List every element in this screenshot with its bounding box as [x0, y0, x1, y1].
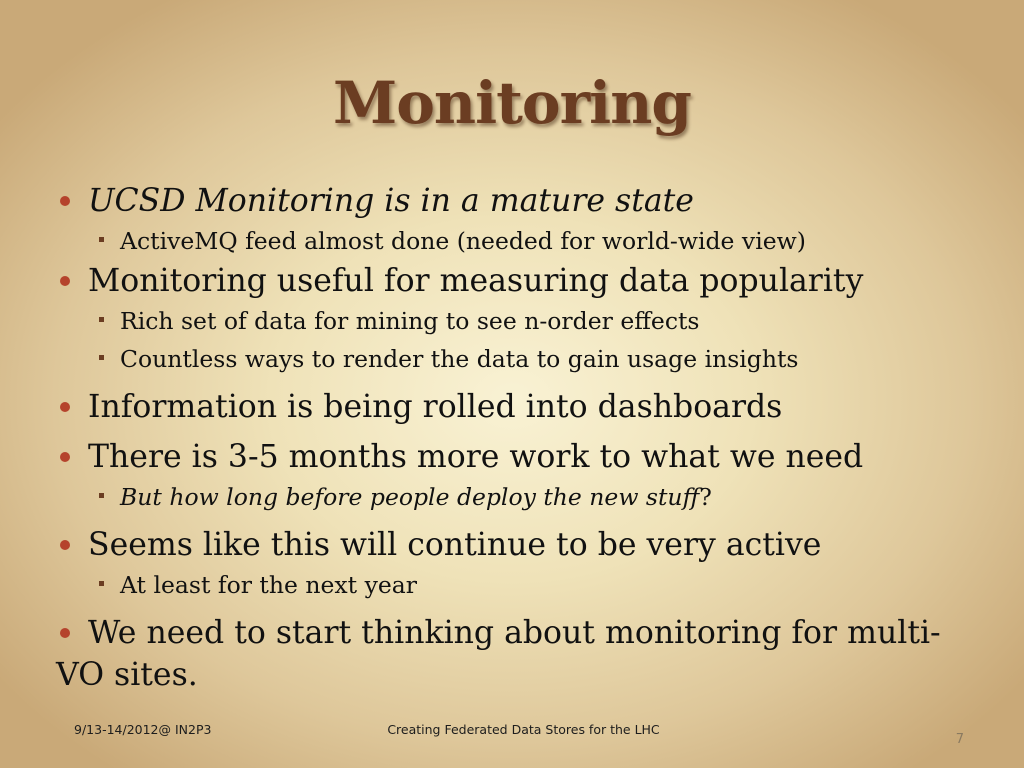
- bullet-item: [56, 260, 986, 302]
- sub-bullet-text: At least for the next year: [120, 571, 418, 599]
- bullet-dot-icon: [60, 628, 70, 638]
- sub-bullet-square-icon: [99, 493, 104, 498]
- bullet-item: [56, 180, 986, 222]
- sub-bullet-item: [56, 478, 986, 516]
- sub-bullet-text: Rich set of data for mining to see n-order effects: [120, 307, 700, 335]
- footer-presentation-title: Creating Federated Data Stores for the LHC: [387, 722, 660, 737]
- bullet-text: There is 3-5 months more work to what we need: [88, 439, 864, 475]
- sub-bullet-square-icon: [99, 237, 104, 242]
- sub-bullet-item: [56, 302, 986, 340]
- sub-bullet-text-italic: But how long before people deploy the new stuff: [120, 483, 700, 511]
- bullet-text: Monitoring useful for measuring data popularity: [88, 263, 864, 299]
- sub-bullet-item: [56, 566, 986, 604]
- slide-number: 7: [955, 732, 964, 747]
- sub-bullet-square-icon: [99, 355, 104, 360]
- sub-bullet-item: [56, 222, 986, 260]
- sub-bullet-square-icon: [99, 581, 104, 586]
- footer-date-venue: 9/13-14/2012@ IN2P3: [74, 722, 212, 737]
- bullet-text: Information is being rolled into dashboards: [88, 389, 783, 425]
- sub-bullet-square-icon: [99, 317, 104, 322]
- sub-bullet-text: ActiveMQ feed almost done (needed for world-wide view): [120, 227, 806, 255]
- bullet-list: [56, 180, 986, 696]
- sub-bullet-text: Countless ways to render the data to gain usage insights: [120, 345, 799, 373]
- bullet-item: [56, 386, 986, 428]
- slide-title: Monitoring: [333, 69, 691, 137]
- bullet-dot-icon: [60, 196, 70, 206]
- sub-bullet-item: [56, 340, 986, 378]
- bullet-dot-icon: [60, 402, 70, 412]
- bullet-dot-icon: [60, 452, 70, 462]
- bullet-item: [56, 524, 986, 566]
- bullet-item: [56, 436, 986, 478]
- bullet-dot-icon: [60, 540, 70, 550]
- bullet-text: We need to start thinking about monitoring for multi-VO sites.: [56, 615, 941, 693]
- bullet-text: Seems like this will continue to be very active: [88, 527, 822, 563]
- sub-bullet-text-suffix: ?: [699, 483, 712, 511]
- bullet-text: UCSD Monitoring is in a mature state: [88, 183, 694, 219]
- bullet-dot-icon: [60, 276, 70, 286]
- bullet-item: [56, 612, 986, 696]
